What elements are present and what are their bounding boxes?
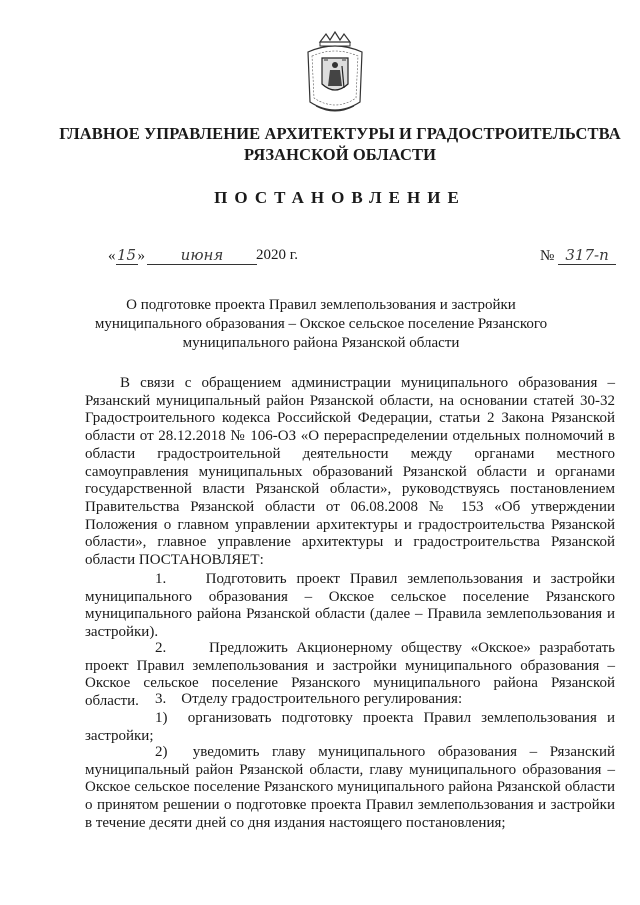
body-subitem-1	[85, 710, 615, 745]
agency-name-line2: РЯЗАНСКОЙ ОБЛАСТИ	[243, 145, 437, 164]
item-2-number: 2.	[155, 640, 167, 656]
document-subject: О подготовке проекта Правил землепользования и застройки муниципального образования – Окское сельское поселение Рязанского муниципального района Рязанской области	[94, 297, 548, 351]
item-3-number: 3.	[155, 691, 167, 707]
coat-of-arms-icon	[300, 30, 370, 118]
document-type-title: ПОСТАНОВЛЕНИЕ	[214, 188, 466, 207]
date-close-quote: »	[137, 248, 145, 264]
subitem-1-number: 1)	[155, 710, 168, 726]
agency-name-line1: ГЛАВНОЕ УПРАВЛЕНИЕ АРХИТЕКТУРЫ И ГРАДОСТРОИТЕЛЬСТВА	[59, 124, 621, 143]
body-item-1	[85, 571, 615, 642]
item-1-text: Подготовить проект Правил землепользования и застройки муниципального образования – Окское сельское поселение Рязанского муниципального района Рязанской области (далее – Правила землепользования и застройки).	[85, 571, 615, 641]
document-number-value: 317-п	[558, 247, 616, 265]
document-date	[108, 247, 257, 265]
item-3-text: Отделу градостроительного регулирования:	[181, 691, 463, 707]
date-open-quote: «	[108, 248, 116, 264]
subitem-2-text: уведомить главу муниципального образования – Рязанский муниципальный район Рязанской области, главу муниципального образования – Окское сельское поселение Рязанского муниципального района Рязанской области о принятом решении о подготовке проекта Правил землепользования и застройки в течение десяти дней со дня издания настоящего постановления;	[85, 744, 616, 831]
date-month: июня	[147, 247, 257, 265]
item-1-number: 1.	[155, 571, 167, 587]
body-subitem-2	[85, 744, 615, 833]
subitem-1-text: организовать подготовку проекта Правил землепользования и застройки;	[85, 710, 615, 744]
date-day: 15	[116, 246, 137, 264]
date-year: 2020 г.	[256, 247, 298, 263]
subitem-2-number: 2)	[155, 744, 168, 760]
number-sign: №	[540, 248, 555, 264]
body-item-3	[85, 691, 615, 709]
item-2-text: Предложить Акционерному обществу «Окское» разработать проект Правил землепользования и застройки муниципального образования – Окское сельское поселение Рязанского муниципального района Рязанской области.	[85, 640, 616, 710]
document-number	[540, 247, 616, 265]
body-paragraph-main: В связи с обращением администрации муниципального образования – Рязанский муниципальный район Рязанской области, на основании статей 30-32 Градостроительного кодекса Российской Федерации, статьи 2 Закона Рязанской области от 28.12.2018 № 106-ОЗ «О перераспределении отдельных полномочий в области градостроительной деятельности между органами местного самоуправления муниципальных образований Рязанской области и органами государственной власти Рязанской области», руководствуясь постановлением Правительства Рязанской области от 06.08.2008 № 153 «Об утверждении Положения о главном управлении архитектуры и градостроительства Рязанской области», главное управление архитектуры и градостроительства Рязанской области ПОСТАНОВЛЯЕТ:	[85, 375, 615, 569]
